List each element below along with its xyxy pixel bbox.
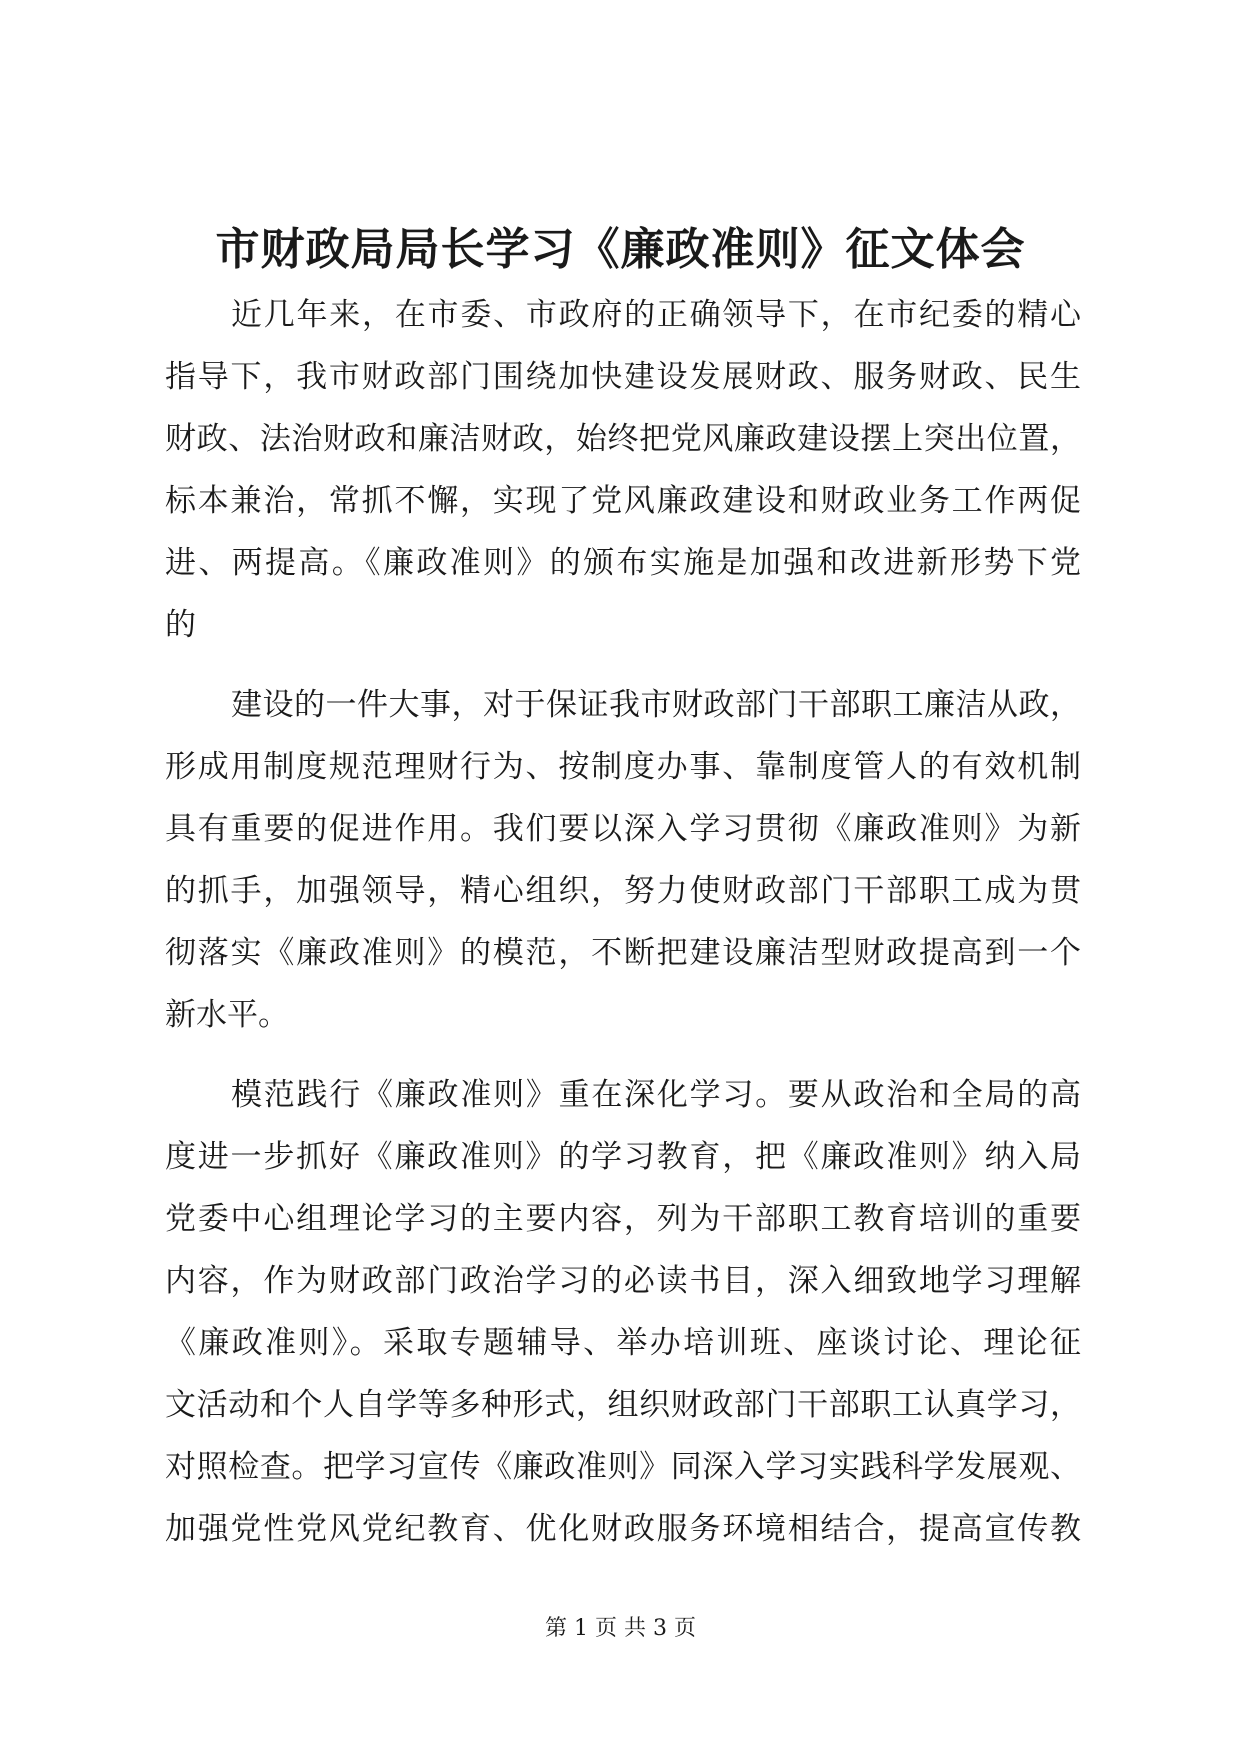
text-line: 指导下，我市财政部门围绕加快建设发展财政、服务财政、民生 [165, 359, 1081, 395]
text-line: 党委中心组理论学习的主要内容，列为干部职工教育培训的重要 [165, 1201, 1081, 1237]
paragraph-2 [165, 674, 1081, 1046]
paragraph-3 [165, 1064, 1081, 1560]
text-line: 模范践行《廉政准则》重在深化学习。要从政治和全局的高 [231, 1077, 1081, 1113]
text-line: 标本兼治，常抓不懈，实现了党风廉政建设和财政业务工作两促 [165, 483, 1081, 519]
text-line: 加强党性党风党纪教育、优化财政服务环境相结合，提高宣传教 [165, 1511, 1081, 1547]
text-line: 对照检查。把学习宣传《廉政准则》同深入学习实践科学发展观、 [165, 1449, 1081, 1485]
text-line: 具有重要的促进作用。我们要以深入学习贯彻《廉政准则》为新 [165, 811, 1081, 847]
text-line: 文活动和个人自学等多种形式，组织财政部门干部职工认真学习， [165, 1387, 1081, 1423]
paragraph-1 [165, 284, 1081, 656]
text-line: 建设的一件大事，对于保证我市财政部门干部职工廉洁从政， [231, 687, 1081, 723]
document-body [165, 284, 1081, 1578]
text-line: 《廉政准则》。采取专题辅导、举办培训班、座谈讨论、理论征 [165, 1325, 1081, 1361]
text-line: 彻落实《廉政准则》的模范，不断把建设廉洁型财政提高到一个 [165, 935, 1081, 971]
text-line: 形成用制度规范理财行为、按制度办事、靠制度管人的有效机制 [165, 749, 1081, 785]
text-line: 度进一步抓好《廉政准则》的学习教育，把《廉政准则》纳入局 [165, 1139, 1081, 1175]
text-line: 财政、法治财政和廉洁财政，始终把党风廉政建设摆上突出位置， [165, 421, 1081, 457]
text-line: 进、两提高。《廉政准则》的颁布实施是加强和改进新形势下党 [165, 545, 1081, 581]
text-line: 的抓手，加强领导，精心组织，努力使财政部门干部职工成为贯 [165, 873, 1081, 909]
text-line: 内容，作为财政部门政治学习的必读书目，深入细致地学习理解 [165, 1263, 1081, 1299]
text-line: 近几年来，在市委、市政府的正确领导下，在市纪委的精心 [231, 297, 1081, 333]
text-line: 新水平。 [165, 997, 289, 1033]
text-line: 的 [165, 607, 196, 643]
document-title: 市财政局局长学习《廉政准则》征文体会 [215, 224, 1026, 275]
page-footer: 第 1 页 共 3 页 [545, 1616, 696, 1641]
